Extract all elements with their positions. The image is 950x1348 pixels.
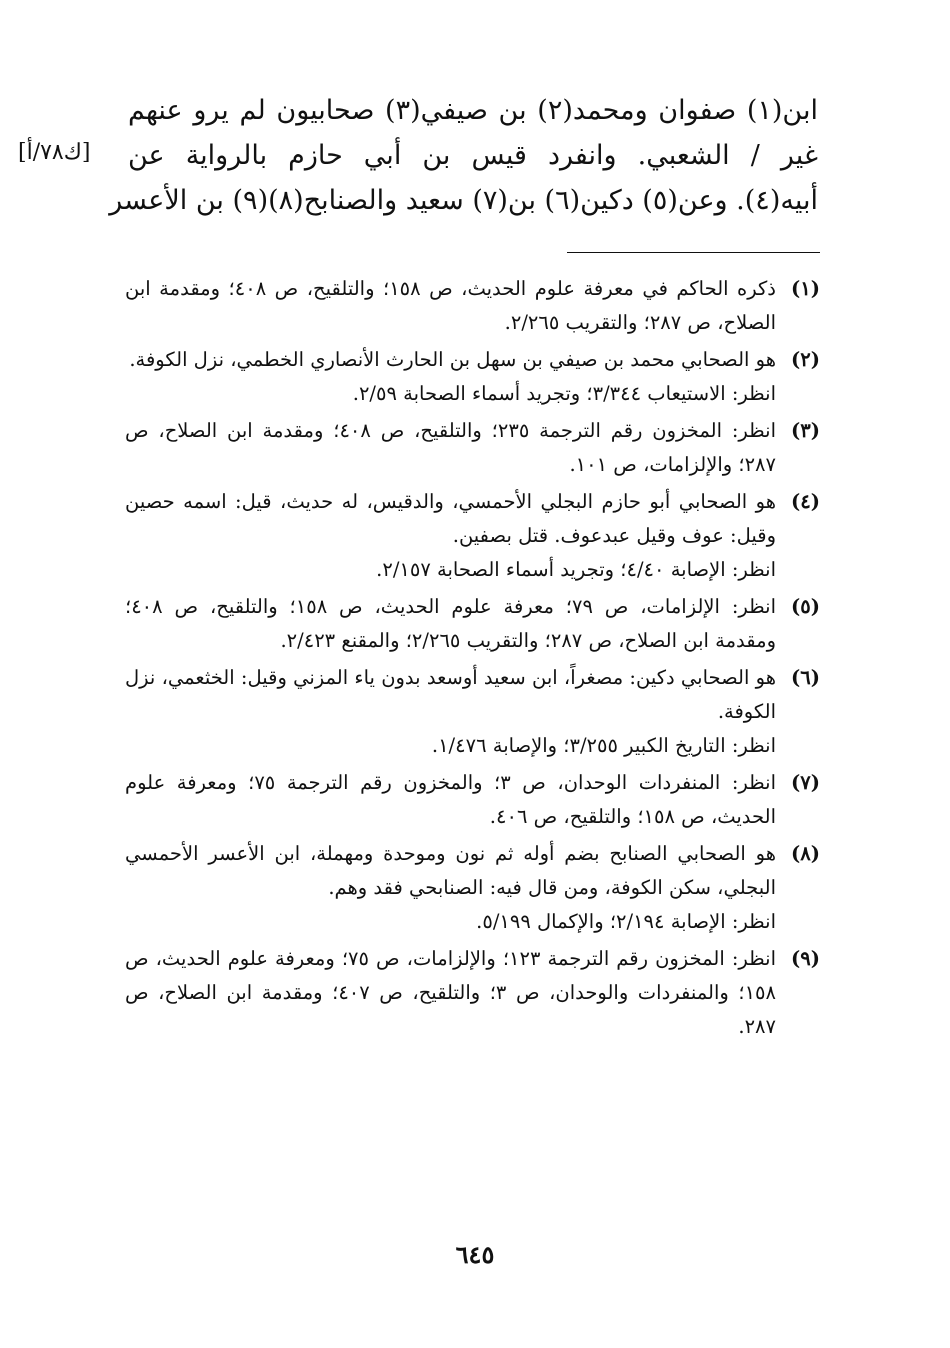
footnote-number: (٨) [791, 842, 820, 865]
footnote-reference: انظر: التاريخ الكبير ٣/٢٥٥؛ والإصابة ١/٤٧٦. [431, 734, 776, 757]
footnote-number: (٦) [791, 666, 820, 689]
footnote-8 [125, 837, 820, 939]
footnote-3 [125, 414, 820, 482]
footnote-text: هو الصحابي محمد بن صيفي بن سهل بن الحارث الأنصاري الخطمي، نزل الكوفة. [129, 348, 776, 371]
footnote-divider [567, 252, 820, 253]
main-text-line: غير / الشعبي. وانفرد قيس بن أبي حازم بالرواية عن [128, 140, 818, 171]
footnote-reference: انظر: الإصابة ٤/٤٠؛ وتجريد أسماء الصحابة ٢/١٥٧. [376, 558, 776, 581]
footnote-text: انظر: الإلزامات، ص ٧٩؛ معرفة علوم الحديث، ص ١٥٨؛ والتلقيح، ص ٤٠٨؛ ومقدمة ابن الصلاح، ص ٢٨٧؛ والتقريب ٢/٢٦٥؛ والمقنع ٢/٤٢٣. [125, 595, 776, 652]
footnote-text: ذكره الحاكم في معرفة علوم الحديث، ص ١٥٨؛ والتلقيح، ص ٤٠٨؛ ومقدمة ابن الصلاح، ص ٢٨٧؛ والتقريب ٢/٢٦٥. [125, 277, 776, 334]
footnotes [125, 272, 820, 1047]
footnote-5 [125, 590, 820, 658]
main-text-line: أبيه(٤). وعن(٥) دكين(٦) بن(٧) سعيد والصنابح(٨)(٩) بن الأعسر [109, 185, 818, 216]
footnote-reference: انظر: الإصابة ٢/١٩٤؛ والإكمال ٥/١٩٩. [476, 910, 776, 933]
footnote-text: انظر: المنفردات الوحدان، ص ٣؛ والمخزون رقم الترجمة ٧٥؛ ومعرفة علوم الحديث، ص ١٥٨؛ والتلقيح، ص ٤٠٦. [125, 771, 776, 828]
footnote-7 [125, 766, 820, 834]
footnote-9 [125, 942, 820, 1044]
main-text [109, 88, 818, 223]
footnote-text: انظر: المخزون رقم الترجمة ٢٣٥؛ والتلقيح، ص ٤٠٨؛ ومقدمة ابن الصلاح، ص ٢٨٧؛ والإلزامات، ص ١٠١. [125, 419, 777, 476]
footnote-text: انظر: المخزون رقم الترجمة ١٢٣؛ والإلزامات، ص ٧٥؛ ومعرفة علوم الحديث، ص ١٥٨؛ والمنفردات والوحدان، ص ٣؛ والتلقيح، ص ٤٠٧؛ ومقدمة ابن الصلاح، ص ٢٨٧. [125, 947, 776, 1038]
footnote-6 [125, 661, 820, 763]
footnote-number: (٥) [791, 595, 820, 618]
footnote-number: (٤) [791, 490, 820, 513]
footnote-reference: انظر: الاستيعاب ٣/٣٤٤؛ وتجريد أسماء الصحابة ٢/٥٩. [352, 382, 776, 405]
footnote-number: (٣) [791, 419, 820, 442]
footnote-1 [125, 272, 820, 340]
main-text-line: ابن(١) صفوان ومحمد(٢) بن صيفي(٣) صحابيون لم يرو عنهم [128, 95, 818, 126]
footnote-number: (٩) [791, 947, 820, 970]
page-number: ٦٤٥ [455, 1240, 495, 1269]
footnote-2 [125, 343, 820, 411]
footnote-4 [125, 485, 820, 587]
footnote-number: (١) [791, 277, 820, 300]
manuscript-folio-reference: [ك٧٨/أ] [18, 140, 91, 165]
footnote-number: (٢) [791, 348, 820, 371]
footnote-text: هو الصحابي دكين: مصغراً، ابن سعيد أوسعد بدون ياء المزني وقيل: الخثعمي، نزل الكوفة. [125, 666, 776, 723]
footnote-text: هو الصحابي الصنابح بضم أوله ثم نون وموحدة ومهملة، ابن الأعسر الأحمسي البجلي، سكن الكوفة، ومن قال فيه: الصنابحي فقد وهم. [125, 842, 777, 899]
footnote-text: هو الصحابي أبو حازم البجلي الأحمسي، والدقيس، له حديث، قيل: اسمه حصين وقيل: عوف وقيل عبدعوف. قتل بصفين. [125, 490, 776, 547]
footnote-number: (٧) [791, 771, 820, 794]
